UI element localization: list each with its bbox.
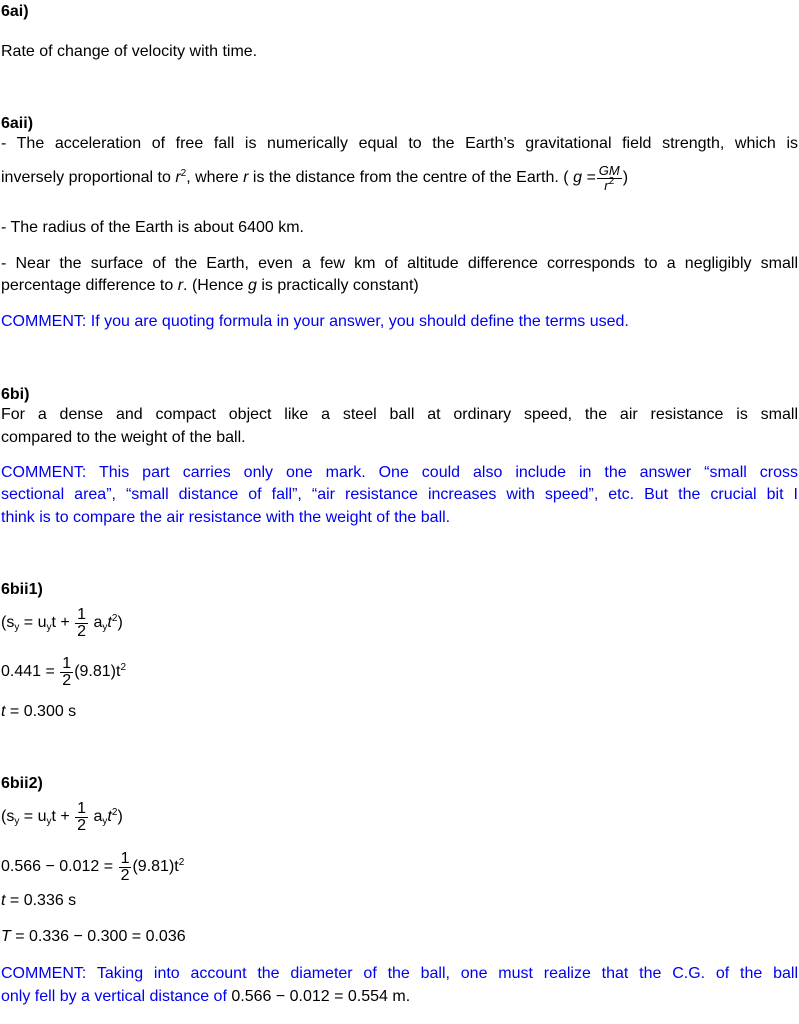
comment-6bi-line3: think is to compare the air resistance with the weight of the ball. xyxy=(1,509,451,526)
result-6bii2-T: T = 0.336 − 0.300 = 0.036 xyxy=(1,928,186,945)
comment-6bi-line2: sectional area”, “small distance of fall”, “air resistance increases with speed”, etc. But the crucial bit I xyxy=(1,486,798,503)
result-6bii1: t = 0.300 s xyxy=(1,703,77,720)
substitution-6bii2: 0.566 − 0.012 = $\frac{1}{2}$ $(9.81)t^2$ xyxy=(1,850,185,884)
result-6bii2-t: t = 0.336 s xyxy=(1,892,77,909)
heading-6bii2: 6bii2) xyxy=(1,775,43,792)
answer-6bi-line2: compared to the weight of the ball. xyxy=(1,429,246,446)
answer-6bi-line1: For a dense and compact object like a steel ball at ordinary speed, the air resistance is small xyxy=(1,406,798,423)
answer-6aii-p1-line1: - The acceleration of free fall is numerically equal to the Earth’s gravitational field strength, which is xyxy=(1,135,798,152)
comment-6bii2-line2: only fell by a vertical distance of 0.566 − 0.012 = 0.554 m. xyxy=(1,988,411,1005)
heading-6ai: 6ai) xyxy=(1,3,29,20)
answer-6aii-p3-line1: - Near the surface of the Earth, even a few km of altitude difference corresponds to a negligibly small xyxy=(1,255,798,272)
suvat-equation-6bii1: ($s_y = u_yt$ + $\frac{1}{2}$ $a_yt^2$) xyxy=(1,606,123,640)
comment-6bi-line1: COMMENT: This part carries only one mark. One could also include in the answer “small cross xyxy=(1,464,798,481)
answer-6aii-p1-line2: inversely proportional to $r^2$, where r is the distance from the centre of the Earth. ( g = $\frac{GM}{r^2}$ ) xyxy=(1,163,629,193)
suvat-equation-6bii2: ($s_y = u_yt$ + $\frac{1}{2}$ $a_yt^2$) xyxy=(1,800,123,834)
comment-6aii: COMMENT: If you are quoting formula in your answer, you should define the terms used. xyxy=(1,313,629,330)
watermark: ​ xyxy=(313,325,347,384)
comment-6bii2-line1: COMMENT: Taking into account the diameter of the ball, one must realize that the C.G. of the ball xyxy=(1,965,798,982)
heading-6bi: 6bi) xyxy=(1,386,30,403)
answer-6aii-p2: - The radius of the Earth is about 6400 km. xyxy=(1,219,304,236)
answer-6aii-p3-line2: percentage difference to r. (Hence g is practically constant) xyxy=(1,277,419,294)
substitution-6bii1: 0.441 = $\frac{1}{2}$ $(9.81)t^2$ xyxy=(1,655,126,689)
heading-6bii1: 6bii1) xyxy=(1,581,43,598)
formula-g: g = $\frac{GM}{r^2}$ ) xyxy=(573,163,629,193)
answer-6ai: Rate of change of velocity with time. xyxy=(1,43,258,60)
heading-6aii: 6aii) xyxy=(1,115,34,132)
